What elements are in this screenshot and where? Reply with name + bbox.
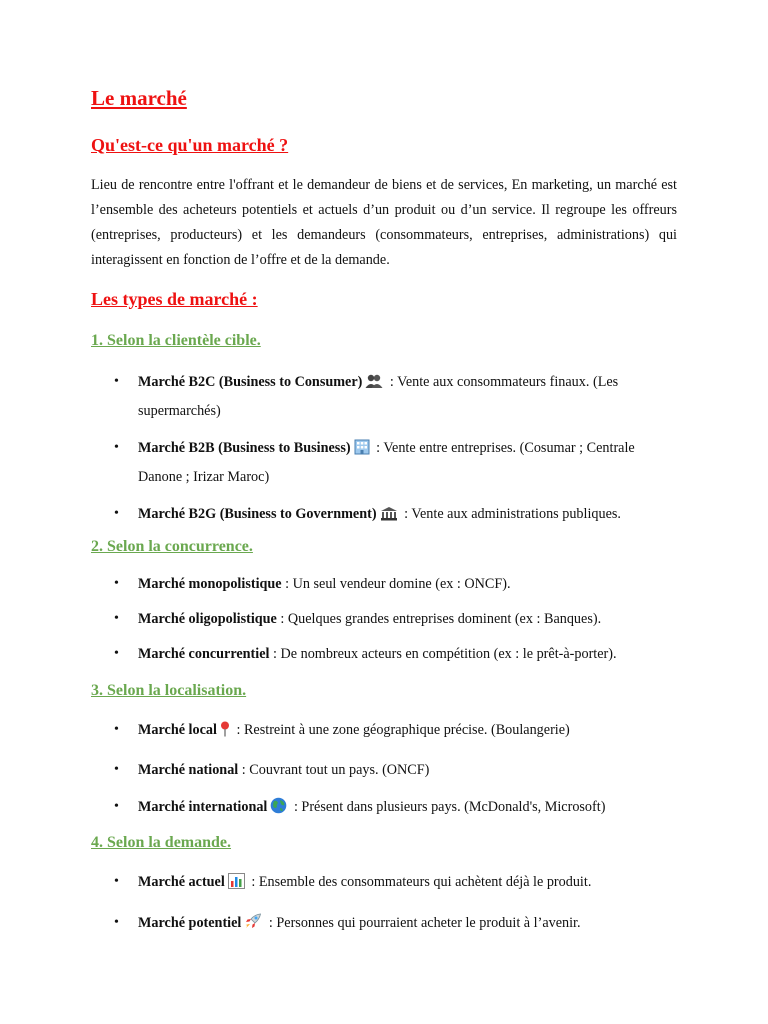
section-heading-demande: 4. Selon la demande. [91,834,232,851]
description: : Présent dans plusieurs pays. (McDonald's, Microsoft) [290,799,606,815]
description: : De nombreux acteurs en compétition (ex : le prêt-à-porter). [269,646,617,662]
page-title: Le marché [91,86,187,110]
term: Marché national [138,762,239,778]
term: Marché B2G (Business to Government) [138,506,377,522]
list-item [91,869,677,898]
pushpin-icon [220,720,230,746]
description: : Vente aux consommateurs finaux. (Les supermarchés) [138,374,619,419]
list-item [91,910,677,939]
description: : Couvrant tout un pays. (ONCF) [238,762,430,778]
definition-paragraph: Lieu de rencontre entre l'offrant et le demandeur de biens et de services, En marketing, un marché est l’ensemble des acheteurs potentiels et actuels d’un produit ou d’un service. Il regroupe les offreurs (entreprises, producteurs) et les demandeurs (consommateurs, entreprises, administrations) qui interagissent en fonction de l’offre et de la demande. [91,177,677,268]
description: : Quelques grandes entreprises dominent (ex : Banques). [276,611,602,627]
list-demande [91,869,677,939]
description: : Ensemble des consommateurs qui achètent déjà le produit. [247,874,592,890]
list-item [91,794,677,823]
term: Marché oligopolistique [138,611,277,627]
description: : Vente aux administrations publiques. [400,506,621,522]
list-item [91,717,677,746]
list-item [91,369,677,424]
description: : Un seul vendeur domine (ex : ONCF). [281,576,511,592]
question-heading: Qu'est-ce qu'un marché ? [91,135,289,155]
description: : Personnes qui pourraient acheter le produit à l’avenir. [265,915,581,931]
list-item [91,757,677,783]
term: Marché local [138,722,217,738]
bar-chart-icon [228,872,245,898]
term: Marché B2C (Business to Consumer) [138,374,363,390]
description: : Vente entre entreprises. (Cosumar ; Centrale Danone ; Irizar Maroc) [138,440,635,485]
section-heading-clientele: 1. Selon la clientèle cible. [91,332,261,349]
term: Marché monopolistique [138,576,282,592]
term: Marché B2B (Business to Business) [138,440,351,456]
term: Marché concurrentiel [138,646,270,662]
term: Marché potentiel [138,915,242,931]
government-building-icon [380,504,398,530]
list-item [91,435,677,490]
globe-icon [270,797,287,823]
list-localisation [91,717,677,823]
list-concurrence [91,571,677,667]
types-heading: Les types de marché : [91,289,258,309]
list-item [91,641,677,667]
office-building-icon [354,438,370,464]
term: Marché international [138,799,268,815]
term: Marché actuel [138,874,225,890]
description: : Restreint à une zone géographique précise. (Boulangerie) [232,722,570,738]
section-heading-localisation: 3. Selon la localisation. [91,682,247,699]
list-clientele [91,369,677,530]
list-item [91,571,677,597]
list-item [91,606,677,632]
list-item [91,501,677,530]
section-heading-concurrence: 2. Selon la concurrence. [91,538,253,555]
rocket-icon [244,913,262,939]
people-icon [365,372,383,398]
